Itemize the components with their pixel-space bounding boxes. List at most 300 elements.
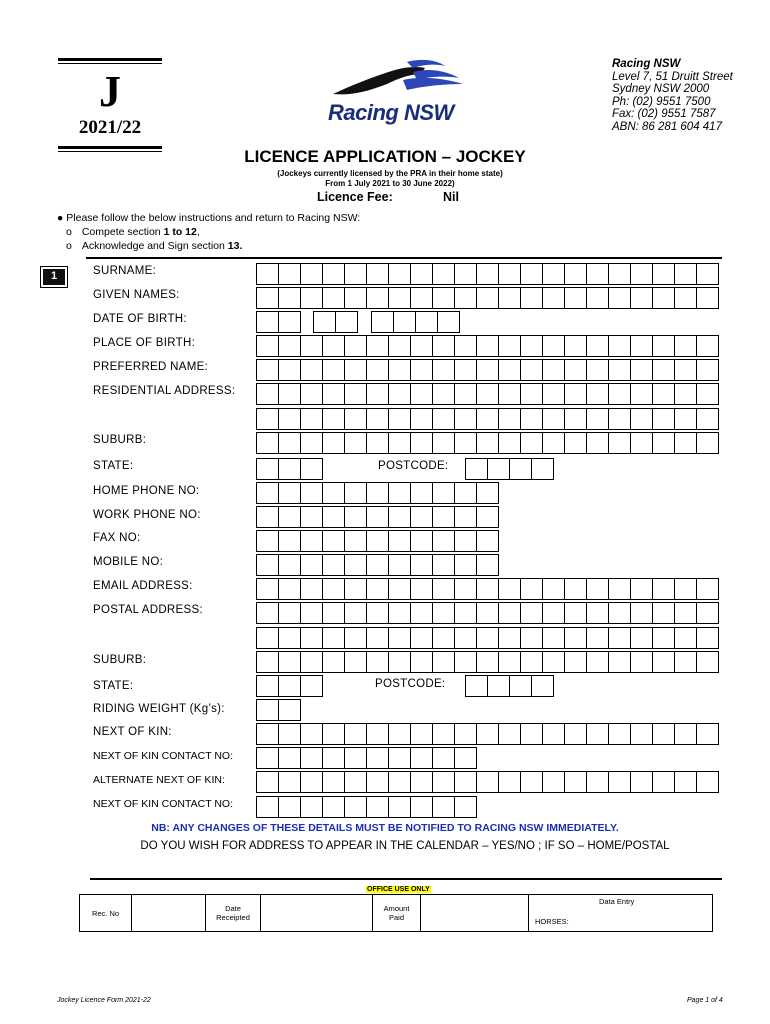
input-cell[interactable]: [388, 383, 411, 405]
input-cell[interactable]: [388, 530, 411, 552]
input-cell[interactable]: [432, 359, 455, 381]
input-cell[interactable]: [696, 359, 719, 381]
input-cell[interactable]: [696, 335, 719, 357]
input-cell[interactable]: [256, 699, 279, 721]
input-cell[interactable]: [366, 627, 389, 649]
input-cell[interactable]: [542, 627, 565, 649]
input-cell[interactable]: [344, 578, 367, 600]
input-cell[interactable]: [696, 602, 719, 624]
input-cell[interactable]: [674, 723, 697, 745]
input-cell[interactable]: [366, 747, 389, 769]
input-cell[interactable]: [322, 432, 345, 454]
input-cell[interactable]: [388, 263, 411, 285]
input-cell[interactable]: [410, 578, 433, 600]
input-cell[interactable]: [278, 651, 301, 673]
input-cell[interactable]: [366, 602, 389, 624]
input-cell[interactable]: [432, 627, 455, 649]
input-cell[interactable]: [630, 578, 653, 600]
input-cell[interactable]: [498, 359, 521, 381]
input-cell[interactable]: [366, 335, 389, 357]
input-cell[interactable]: [454, 651, 477, 673]
input-cell[interactable]: [520, 359, 543, 381]
input-cell[interactable]: [278, 263, 301, 285]
input-cell[interactable]: [278, 383, 301, 405]
input-cell[interactable]: [300, 675, 323, 697]
input-cell[interactable]: [278, 554, 301, 576]
input-cell[interactable]: [344, 263, 367, 285]
input-cell[interactable]: [542, 408, 565, 430]
input-cell[interactable]: [652, 651, 675, 673]
input-cell[interactable]: [322, 747, 345, 769]
input-cell[interactable]: [410, 287, 433, 309]
input-cell[interactable]: [564, 651, 587, 673]
input-cell[interactable]: [564, 627, 587, 649]
input-cell[interactable]: [586, 408, 609, 430]
input-cell[interactable]: [498, 287, 521, 309]
input-cell[interactable]: [696, 578, 719, 600]
input-cell[interactable]: [498, 771, 521, 793]
input-cell[interactable]: [498, 263, 521, 285]
input-cell[interactable]: [454, 747, 477, 769]
input-cell[interactable]: [432, 432, 455, 454]
input-cell[interactable]: [542, 263, 565, 285]
input-cell[interactable]: [630, 359, 653, 381]
input-cell[interactable]: [630, 602, 653, 624]
input-cell[interactable]: [542, 432, 565, 454]
input-cell[interactable]: [322, 335, 345, 357]
input-cell[interactable]: [498, 578, 521, 600]
input-cell[interactable]: [476, 530, 499, 552]
input-cell[interactable]: [322, 383, 345, 405]
input-cell[interactable]: [256, 796, 279, 818]
input-cell[interactable]: [652, 383, 675, 405]
input-cell[interactable]: [608, 771, 631, 793]
input-cell[interactable]: [674, 263, 697, 285]
input-cell[interactable]: [454, 506, 477, 528]
input-cell[interactable]: [564, 287, 587, 309]
input-cell[interactable]: [520, 263, 543, 285]
input-cell[interactable]: [366, 771, 389, 793]
input-cell[interactable]: [476, 578, 499, 600]
input-cell[interactable]: [344, 335, 367, 357]
input-cell[interactable]: [652, 432, 675, 454]
input-cell[interactable]: [366, 651, 389, 673]
input-cell[interactable]: [696, 383, 719, 405]
input-cell[interactable]: [388, 335, 411, 357]
input-cell[interactable]: [410, 263, 433, 285]
input-cell[interactable]: [630, 723, 653, 745]
input-cell[interactable]: [498, 408, 521, 430]
input-cell[interactable]: [256, 432, 279, 454]
input-cell[interactable]: [388, 796, 411, 818]
input-cell[interactable]: [410, 335, 433, 357]
input-cell[interactable]: [300, 432, 323, 454]
input-cell[interactable]: [608, 578, 631, 600]
input-cell[interactable]: [256, 287, 279, 309]
input-cell[interactable]: [410, 747, 433, 769]
input-cell[interactable]: [366, 578, 389, 600]
input-cell[interactable]: [344, 530, 367, 552]
input-cell[interactable]: [366, 432, 389, 454]
input-cell[interactable]: [300, 627, 323, 649]
input-cell[interactable]: [256, 335, 279, 357]
input-cell[interactable]: [410, 359, 433, 381]
input-cell[interactable]: [542, 287, 565, 309]
input-cell[interactable]: [432, 578, 455, 600]
input-cell[interactable]: [454, 771, 477, 793]
input-cell[interactable]: [344, 554, 367, 576]
input-cell[interactable]: [454, 359, 477, 381]
input-cell[interactable]: [344, 482, 367, 504]
input-cell[interactable]: [371, 311, 394, 333]
input-cell[interactable]: [322, 263, 345, 285]
input-cell[interactable]: [388, 287, 411, 309]
input-cell[interactable]: [278, 458, 301, 480]
input-cell[interactable]: [564, 432, 587, 454]
input-cell[interactable]: [674, 627, 697, 649]
input-cell[interactable]: [256, 311, 279, 333]
input-cell[interactable]: [630, 335, 653, 357]
input-cell[interactable]: [454, 627, 477, 649]
input-cell[interactable]: [256, 747, 279, 769]
input-cell[interactable]: [652, 359, 675, 381]
input-cell[interactable]: [322, 723, 345, 745]
input-cell[interactable]: [278, 796, 301, 818]
input-cell[interactable]: [256, 651, 279, 673]
input-cell[interactable]: [322, 482, 345, 504]
input-cell[interactable]: [393, 311, 416, 333]
input-cell[interactable]: [344, 287, 367, 309]
input-cell[interactable]: [300, 335, 323, 357]
input-cell[interactable]: [696, 627, 719, 649]
input-cell[interactable]: [630, 627, 653, 649]
input-cell[interactable]: [498, 651, 521, 673]
input-cell[interactable]: [344, 602, 367, 624]
input-cell[interactable]: [366, 723, 389, 745]
input-cell[interactable]: [652, 578, 675, 600]
input-cell[interactable]: [476, 383, 499, 405]
input-cell[interactable]: [256, 359, 279, 381]
input-cell[interactable]: [476, 263, 499, 285]
input-cell[interactable]: [520, 578, 543, 600]
input-cell[interactable]: [520, 287, 543, 309]
input-cell[interactable]: [366, 482, 389, 504]
input-cell[interactable]: [366, 408, 389, 430]
input-cell[interactable]: [476, 554, 499, 576]
input-cell[interactable]: [476, 287, 499, 309]
input-cell[interactable]: [586, 723, 609, 745]
input-cell[interactable]: [388, 602, 411, 624]
input-cell[interactable]: [608, 627, 631, 649]
input-cell[interactable]: [344, 627, 367, 649]
input-cell[interactable]: [322, 651, 345, 673]
input-cell[interactable]: [300, 554, 323, 576]
input-cell[interactable]: [674, 383, 697, 405]
input-cell[interactable]: [454, 554, 477, 576]
input-cell[interactable]: [630, 408, 653, 430]
input-cell[interactable]: [476, 408, 499, 430]
input-cell[interactable]: [542, 723, 565, 745]
input-cell[interactable]: [586, 602, 609, 624]
input-cell[interactable]: [410, 602, 433, 624]
input-cell[interactable]: [256, 482, 279, 504]
input-cell[interactable]: [509, 675, 532, 697]
input-cell[interactable]: [432, 602, 455, 624]
input-cell[interactable]: [476, 482, 499, 504]
input-cell[interactable]: [696, 432, 719, 454]
input-cell[interactable]: [278, 627, 301, 649]
input-cell[interactable]: [300, 530, 323, 552]
input-cell[interactable]: [432, 335, 455, 357]
input-cell[interactable]: [696, 408, 719, 430]
input-cell[interactable]: [520, 771, 543, 793]
input-cell[interactable]: [366, 530, 389, 552]
input-cell[interactable]: [256, 530, 279, 552]
input-cell[interactable]: [300, 723, 323, 745]
input-cell[interactable]: [531, 458, 554, 480]
input-cell[interactable]: [388, 627, 411, 649]
input-cell[interactable]: [344, 651, 367, 673]
input-cell[interactable]: [388, 432, 411, 454]
input-cell[interactable]: [388, 359, 411, 381]
input-cell[interactable]: [608, 383, 631, 405]
input-cell[interactable]: [300, 458, 323, 480]
input-cell[interactable]: [415, 311, 438, 333]
input-cell[interactable]: [322, 796, 345, 818]
input-cell[interactable]: [498, 627, 521, 649]
input-cell[interactable]: [586, 627, 609, 649]
input-cell[interactable]: [520, 335, 543, 357]
input-cell[interactable]: [498, 723, 521, 745]
input-cell[interactable]: [366, 554, 389, 576]
input-cell[interactable]: [542, 578, 565, 600]
input-cell[interactable]: [432, 796, 455, 818]
input-cell[interactable]: [344, 432, 367, 454]
input-cell[interactable]: [388, 651, 411, 673]
input-cell[interactable]: [432, 408, 455, 430]
input-cell[interactable]: [674, 578, 697, 600]
input-cell[interactable]: [454, 408, 477, 430]
input-cell[interactable]: [696, 263, 719, 285]
input-cell[interactable]: [476, 602, 499, 624]
input-cell[interactable]: [454, 602, 477, 624]
input-cell[interactable]: [454, 578, 477, 600]
input-cell[interactable]: [410, 554, 433, 576]
input-cell[interactable]: [432, 771, 455, 793]
input-cell[interactable]: [564, 602, 587, 624]
input-cell[interactable]: [465, 675, 488, 697]
input-cell[interactable]: [652, 627, 675, 649]
input-cell[interactable]: [608, 723, 631, 745]
input-cell[interactable]: [564, 723, 587, 745]
input-cell[interactable]: [476, 335, 499, 357]
input-cell[interactable]: [300, 578, 323, 600]
input-cell[interactable]: [256, 675, 279, 697]
input-cell[interactable]: [366, 359, 389, 381]
input-cell[interactable]: [278, 747, 301, 769]
input-cell[interactable]: [476, 771, 499, 793]
input-cell[interactable]: [520, 723, 543, 745]
input-cell[interactable]: [278, 311, 301, 333]
input-cell[interactable]: [410, 530, 433, 552]
input-cell[interactable]: [432, 506, 455, 528]
input-cell[interactable]: [344, 408, 367, 430]
input-cell[interactable]: [278, 675, 301, 697]
input-cell[interactable]: [366, 383, 389, 405]
input-cell[interactable]: [630, 263, 653, 285]
input-cell[interactable]: [586, 771, 609, 793]
input-cell[interactable]: [344, 747, 367, 769]
input-cell[interactable]: [586, 287, 609, 309]
input-cell[interactable]: [410, 651, 433, 673]
input-cell[interactable]: [300, 408, 323, 430]
input-cell[interactable]: [564, 578, 587, 600]
input-cell[interactable]: [509, 458, 532, 480]
input-cell[interactable]: [520, 432, 543, 454]
input-cell[interactable]: [388, 578, 411, 600]
input-cell[interactable]: [674, 359, 697, 381]
input-cell[interactable]: [335, 311, 358, 333]
input-cell[interactable]: [322, 771, 345, 793]
input-cell[interactable]: [476, 506, 499, 528]
input-cell[interactable]: [476, 723, 499, 745]
input-cell[interactable]: [674, 287, 697, 309]
input-cell[interactable]: [674, 432, 697, 454]
input-cell[interactable]: [564, 263, 587, 285]
data-entry-cell[interactable]: [529, 895, 713, 932]
input-cell[interactable]: [542, 383, 565, 405]
input-cell[interactable]: [454, 287, 477, 309]
input-cell[interactable]: [652, 263, 675, 285]
input-cell[interactable]: [652, 335, 675, 357]
input-cell[interactable]: [366, 263, 389, 285]
input-cell[interactable]: [256, 383, 279, 405]
input-cell[interactable]: [344, 796, 367, 818]
input-cell[interactable]: [454, 796, 477, 818]
input-cell[interactable]: [256, 458, 279, 480]
input-cell[interactable]: [410, 408, 433, 430]
input-cell[interactable]: [410, 723, 433, 745]
input-cell[interactable]: [366, 796, 389, 818]
input-cell[interactable]: [313, 311, 336, 333]
input-cell[interactable]: [432, 530, 455, 552]
rec-no-cell[interactable]: [132, 895, 206, 932]
input-cell[interactable]: [388, 554, 411, 576]
input-cell[interactable]: [278, 359, 301, 381]
input-cell[interactable]: [674, 335, 697, 357]
input-cell[interactable]: [432, 651, 455, 673]
input-cell[interactable]: [630, 383, 653, 405]
input-cell[interactable]: [278, 287, 301, 309]
input-cell[interactable]: [454, 530, 477, 552]
input-cell[interactable]: [278, 530, 301, 552]
input-cell[interactable]: [630, 432, 653, 454]
input-cell[interactable]: [454, 432, 477, 454]
input-cell[interactable]: [388, 506, 411, 528]
input-cell[interactable]: [630, 287, 653, 309]
input-cell[interactable]: [696, 287, 719, 309]
input-cell[interactable]: [322, 578, 345, 600]
input-cell[interactable]: [498, 602, 521, 624]
input-cell[interactable]: [410, 432, 433, 454]
input-cell[interactable]: [410, 796, 433, 818]
input-cell[interactable]: [674, 651, 697, 673]
input-cell[interactable]: [256, 408, 279, 430]
input-cell[interactable]: [256, 723, 279, 745]
input-cell[interactable]: [608, 408, 631, 430]
input-cell[interactable]: [487, 675, 510, 697]
input-cell[interactable]: [608, 651, 631, 673]
input-cell[interactable]: [432, 383, 455, 405]
input-cell[interactable]: [652, 408, 675, 430]
input-cell[interactable]: [564, 335, 587, 357]
input-cell[interactable]: [564, 359, 587, 381]
input-cell[interactable]: [630, 651, 653, 673]
input-cell[interactable]: [432, 554, 455, 576]
input-cell[interactable]: [322, 602, 345, 624]
input-cell[interactable]: [256, 506, 279, 528]
input-cell[interactable]: [498, 432, 521, 454]
input-cell[interactable]: [564, 771, 587, 793]
input-cell[interactable]: [652, 771, 675, 793]
input-cell[interactable]: [476, 359, 499, 381]
input-cell[interactable]: [437, 311, 460, 333]
input-cell[interactable]: [344, 383, 367, 405]
input-cell[interactable]: [454, 383, 477, 405]
input-cell[interactable]: [278, 432, 301, 454]
input-cell[interactable]: [564, 408, 587, 430]
input-cell[interactable]: [652, 602, 675, 624]
input-cell[interactable]: [278, 699, 301, 721]
input-cell[interactable]: [696, 651, 719, 673]
input-cell[interactable]: [487, 458, 510, 480]
input-cell[interactable]: [322, 530, 345, 552]
input-cell[interactable]: [542, 359, 565, 381]
input-cell[interactable]: [322, 287, 345, 309]
input-cell[interactable]: [586, 651, 609, 673]
input-cell[interactable]: [410, 383, 433, 405]
input-cell[interactable]: [322, 506, 345, 528]
input-cell[interactable]: [300, 263, 323, 285]
input-cell[interactable]: [465, 458, 488, 480]
input-cell[interactable]: [454, 482, 477, 504]
input-cell[interactable]: [542, 335, 565, 357]
input-cell[interactable]: [300, 771, 323, 793]
input-cell[interactable]: [608, 359, 631, 381]
input-cell[interactable]: [608, 287, 631, 309]
input-cell[interactable]: [652, 723, 675, 745]
input-cell[interactable]: [520, 383, 543, 405]
input-cell[interactable]: [300, 796, 323, 818]
input-cell[interactable]: [520, 408, 543, 430]
input-cell[interactable]: [344, 506, 367, 528]
amount-paid-cell[interactable]: [421, 895, 529, 932]
input-cell[interactable]: [608, 602, 631, 624]
input-cell[interactable]: [586, 263, 609, 285]
input-cell[interactable]: [674, 602, 697, 624]
input-cell[interactable]: [278, 506, 301, 528]
input-cell[interactable]: [300, 747, 323, 769]
input-cell[interactable]: [344, 359, 367, 381]
input-cell[interactable]: [388, 771, 411, 793]
input-cell[interactable]: [410, 482, 433, 504]
input-cell[interactable]: [608, 263, 631, 285]
input-cell[interactable]: [696, 771, 719, 793]
input-cell[interactable]: [256, 263, 279, 285]
input-cell[interactable]: [520, 602, 543, 624]
input-cell[interactable]: [586, 335, 609, 357]
input-cell[interactable]: [366, 506, 389, 528]
